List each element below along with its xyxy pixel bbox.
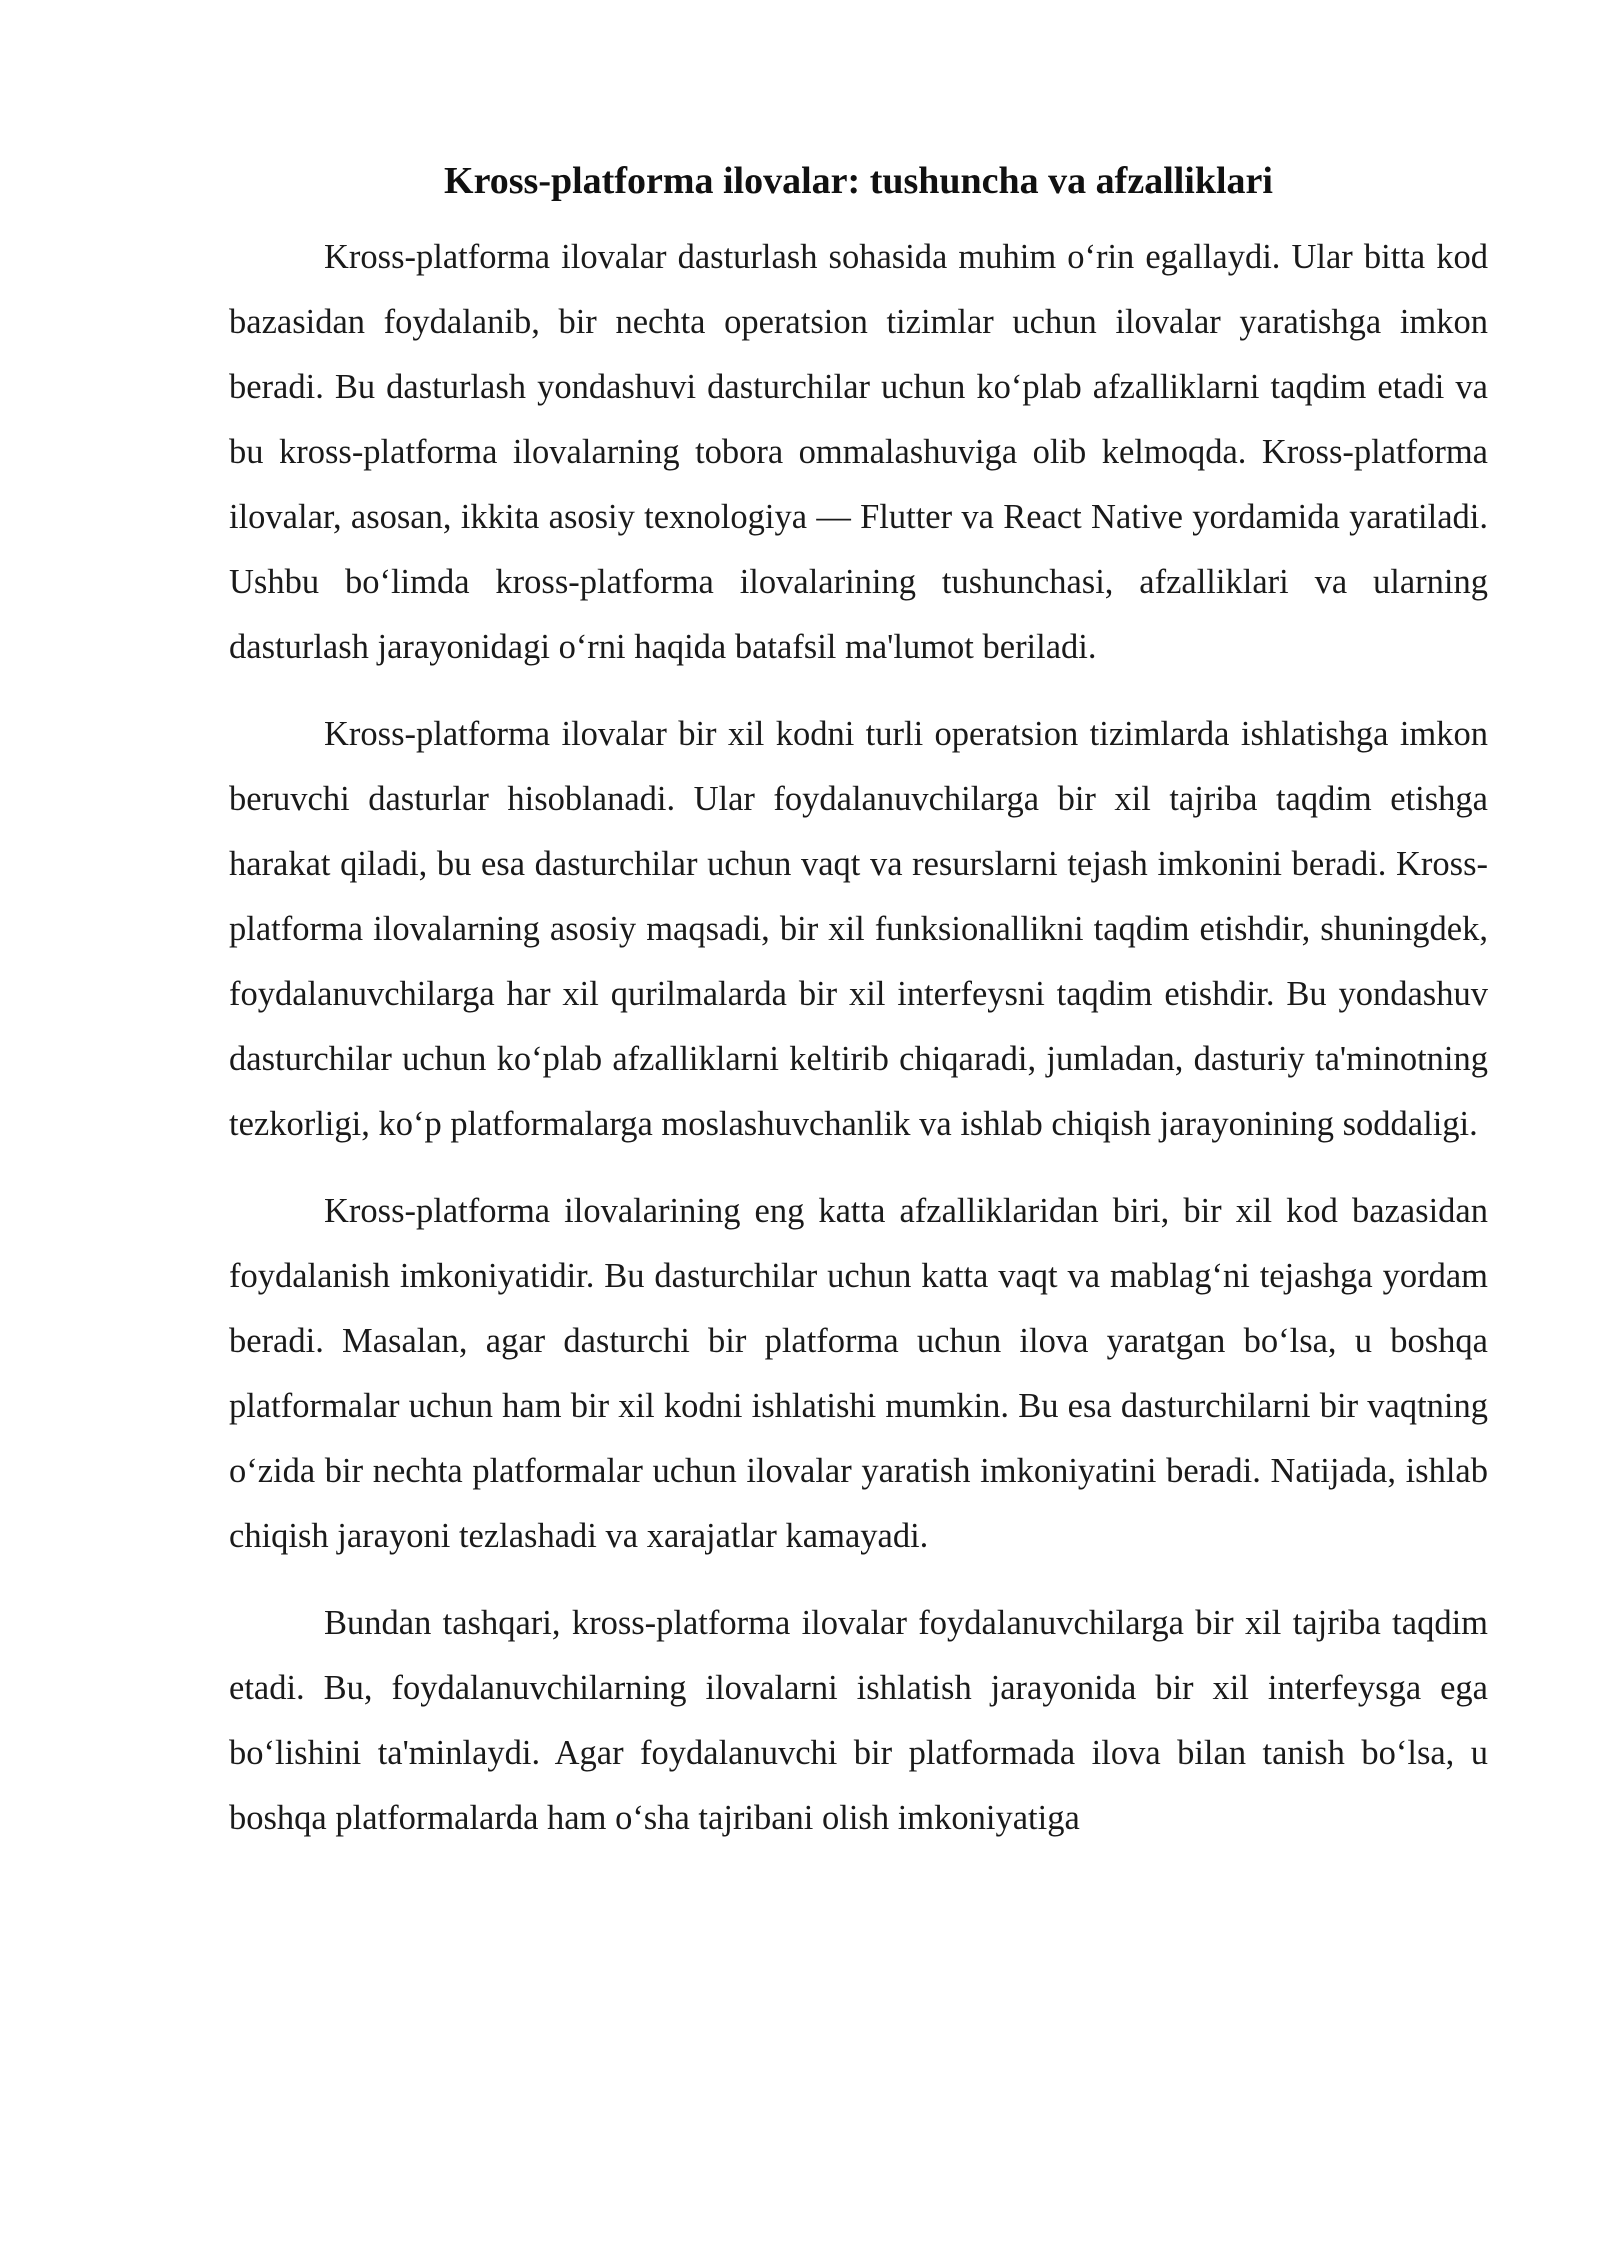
document-page	[229, 0, 1488, 2262]
paragraph-1: Kross-platforma ilovalar dasturlash sohasida muhim o‘rin egallaydi. Ular bitta kod bazasidan foydalanib, bir nechta operatsion tizimlar uchun ilovalar yaratishga imkon beradi. Bu dasturlash yondashuvi dasturchilar uchun ko‘plab afzalliklarni taqdim etadi va bu kross-platforma ilovalarning tobora ommalashuviga olib kelmoqda. Kross-platforma ilovalar, asosan, ikkita asosiy texnologiya — Flutter va React Native yordamida yaratiladi. Ushbu bo‘limda kross-platforma ilovalarining tushunchasi, afzalliklari va ularning dasturlash jarayonidagi o‘rni haqida batafsil ma'lumot beriladi.	[229, 238, 1488, 666]
paragraph-2: Kross-platforma ilovalar bir xil kodni turli operatsion tizimlarda ishlatishga imkon beruvchi dasturlar hisoblanadi. Ular foydalanuvchilarga bir xil tajriba taqdim etishga harakat qiladi, bu esa dasturchilar uchun vaqt va resurslarni tejash imkonini beradi. Kross-platforma ilovalarning asosiy maqsadi, bir xil funksionallikni taqdim etishdir, shuningdek, foydalanuvchilarga har xil qurilmalarda bir xil interfeysni taqdim etishdir. Bu yondashuv dasturchilar uchun ko‘plab afzalliklarni keltirib chiqaradi, jumladan, dasturiy ta'minotning tezkorligi, ko‘p platformalarga moslashuvchanlik va ishlab chiqish jarayonining soddaligi.	[229, 715, 1488, 1143]
paragraph-4: Bundan tashqari, kross-platforma ilovalar foydalanuvchilarga bir xil tajriba taqdim etadi. Bu, foydalanuvchilarning ilovalarni ishlatish jarayonida bir xil interfeysga ega bo‘lishini ta'minlaydi. Agar foydalanuvchi bir platformada ilova bilan tanish bo‘lsa, u boshqa platformalarda ham o‘sha tajribani olish imkoniyatiga	[229, 1604, 1488, 1837]
document-title: Kross-platforma ilovalar: tushuncha va afzalliklari	[444, 160, 1273, 202]
paragraph-3: Kross-platforma ilovalarining eng katta afzalliklaridan biri, bir xil kod bazasidan foydalanish imkoniyatidir. Bu dasturchilar uchun katta vaqt va mablag‘ni tejashga yordam beradi. Masalan, agar dasturchi bir platforma uchun ilova yaratgan bo‘lsa, u boshqa platformalar uchun ham bir xil kodni ishlatishi mumkin. Bu esa dasturchilarni bir vaqtning o‘zida bir nechta platformalar uchun ilovalar yaratish imkoniyatini beradi. Natijada, ishlab chiqish jarayoni tezlashadi va xarajatlar kamayadi.	[229, 1192, 1488, 1555]
